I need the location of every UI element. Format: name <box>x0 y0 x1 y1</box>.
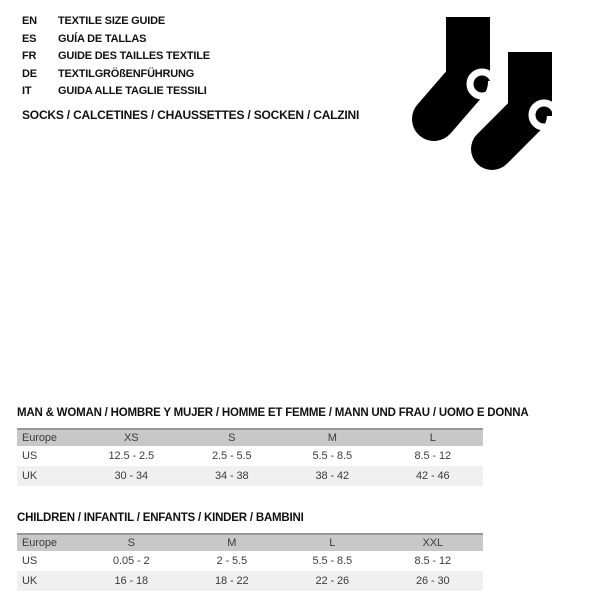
back-sock-shape <box>434 17 494 119</box>
table-body <box>17 446 483 486</box>
language-code: EN <box>22 15 37 27</box>
table-header-cell: XXL <box>422 537 443 549</box>
size-value-cell: 34 - 38 <box>214 470 249 482</box>
language-row <box>22 31 210 49</box>
size-value-cell: 0.05 - 2 <box>112 555 150 567</box>
table-row <box>17 466 483 486</box>
table-header-row <box>17 430 483 446</box>
language-row <box>22 13 210 31</box>
table-title: MAN & WOMAN / HOMBRE Y MUJER / HOMME ET FEMME / MANN UND FRAU / UOMO E DONNA <box>17 407 529 419</box>
size-value-cell: 8.5 - 12 <box>414 555 451 567</box>
row-region-label: US <box>22 555 38 567</box>
language-code: ES <box>22 32 37 45</box>
size-table <box>17 533 483 591</box>
table-header-cell: S <box>127 537 135 549</box>
language-label: TEXTILE SIZE GUIDE <box>58 15 166 27</box>
table-body <box>17 551 483 591</box>
table-header-cell: M <box>227 537 237 549</box>
table-header-cell: Europe <box>22 537 57 549</box>
table-header-cell: M <box>327 432 337 444</box>
size-table-section-children <box>17 511 483 591</box>
category-title: SOCKS / CALCETINES / CHAUSSETTES / SOCKEN / CALZINI <box>22 108 360 122</box>
size-table-section-adults <box>17 406 529 486</box>
table-row <box>17 446 483 466</box>
size-value-cell: 2.5 - 5.5 <box>212 450 252 462</box>
table-row <box>17 571 483 591</box>
language-label: GUÍA DE TALLAS <box>58 32 147 45</box>
language-label: GUIDA ALLE TAGLIE TESSILI <box>58 85 207 97</box>
table-header-cell: L <box>329 537 336 549</box>
language-label: TEXTILGRÖßENFÜHRUNG <box>58 67 195 80</box>
size-value-cell: 5.5 - 8.5 <box>312 555 352 567</box>
table-title: CHILDREN / INFANTIL / ENFANTS / KINDER / BAMBINI <box>17 512 304 524</box>
table-header-cell: XS <box>124 432 139 444</box>
size-value-cell: 30 - 34 <box>114 470 149 482</box>
size-value-cell: 16 - 18 <box>114 575 149 587</box>
size-value-cell: 18 - 22 <box>214 575 249 587</box>
front-sock-shape <box>492 52 556 149</box>
socks-icon <box>403 10 558 180</box>
row-region-label: UK <box>22 575 38 587</box>
language-row <box>22 66 210 84</box>
language-list <box>22 13 210 101</box>
size-value-cell: 5.5 - 8.5 <box>312 450 352 462</box>
size-value-cell: 26 - 30 <box>415 575 450 587</box>
language-code: FR <box>22 50 37 62</box>
size-value-cell: 2 - 5.5 <box>216 555 247 567</box>
language-label: GUIDE DES TAILLES TEXTILE <box>58 50 210 62</box>
row-region-label: UK <box>22 470 38 482</box>
table-header-cell: S <box>228 432 236 444</box>
table-header-row <box>17 535 483 551</box>
size-table <box>17 428 483 486</box>
table-header-cell: Europe <box>22 432 57 444</box>
size-value-cell: 42 - 46 <box>415 470 450 482</box>
table-header-cell: L <box>429 432 436 444</box>
size-value-cell: 38 - 42 <box>315 470 350 482</box>
size-value-cell: 8.5 - 12 <box>414 450 451 462</box>
row-region-label: US <box>22 450 38 462</box>
language-code: DE <box>22 67 37 80</box>
table-row <box>17 551 483 571</box>
size-value-cell: 22 - 26 <box>315 575 350 587</box>
size-value-cell: 12.5 - 2.5 <box>108 450 154 462</box>
language-row <box>22 48 210 66</box>
language-row <box>22 83 210 101</box>
language-code: IT <box>22 85 32 97</box>
